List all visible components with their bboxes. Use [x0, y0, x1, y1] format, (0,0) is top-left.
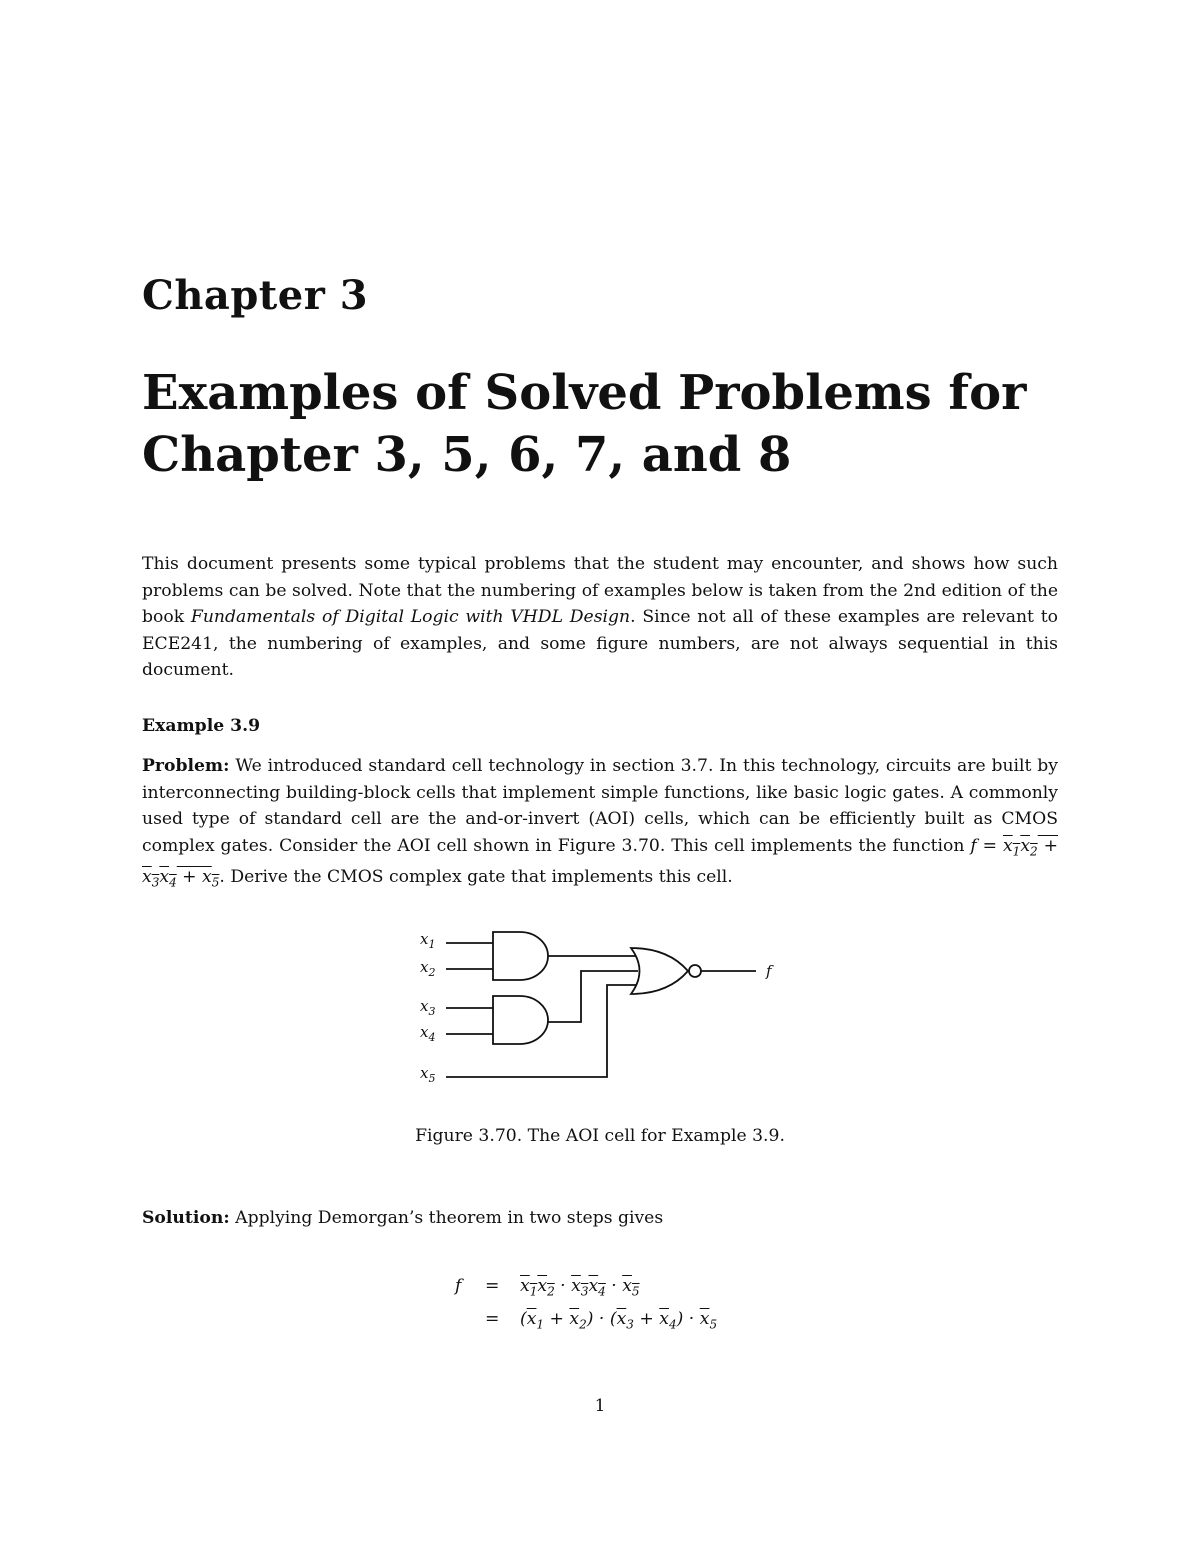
equation-equals-2: =	[485, 1309, 500, 1329]
problem-function: $f = x_1x_2 + x_3x_4 + x_5$	[142, 835, 1058, 890]
page-number: 1	[594, 1396, 606, 1416]
label-f: f	[766, 962, 772, 980]
and-gate-1	[493, 932, 548, 980]
problem-label: Problem:	[142, 756, 230, 776]
problem-text-end: . Derive the CMOS complex gate that implements this cell.	[219, 867, 733, 888]
solution-label: Solution:	[142, 1208, 230, 1228]
chapter-title	[142, 362, 1102, 486]
nor-gate	[631, 948, 688, 994]
label-x3: $x_3$	[420, 997, 436, 1018]
intro-text-2: . Since not all of these examples are relevant to ECE241, the numbering of examples, and some figure numbers, are not always sequential in this document.	[142, 607, 1059, 680]
equation-line-1: $x_1x_2 \cdot x_3x_4 \cdot x_5$	[520, 1276, 640, 1299]
problem-text: We introduced standard cell technology in section 3.7. In this technology, circuits are built by interconnecting building-block cells that implement simple functions, like basic logic gates. A commonly used type of standard cell are the and-or-invert (AOI) cells, which can be efficiently built as CMOS complex gates. Consider the AOI cell shown in Figure 3.70. This cell implements the function	[142, 756, 1058, 856]
problem-paragraph	[142, 753, 1058, 896]
wire-and2-nor	[548, 971, 638, 1022]
chapter-label: Chapter 3	[142, 272, 369, 319]
intro-text-1: This document presents some typical problems that the student may encounter, and shows how such problems can be solved. Note that the numbering of examples below is taken from the 2nd edition of the book	[142, 554, 1058, 627]
solution-text: Applying Demorgan’s theorem in two steps gives	[229, 1208, 664, 1228]
solution-paragraph	[142, 1205, 1058, 1232]
equation-equals-1: =	[485, 1276, 500, 1296]
label-x2: $x_2$	[420, 958, 436, 979]
example-heading: Example 3.9	[142, 716, 261, 736]
chapter-title-line2: Chapter 3, 5, 6, 7, and 8	[142, 427, 792, 483]
intro-paragraph	[142, 551, 1058, 684]
book-title: Fundamentals of Digital Logic with VHDL Design	[190, 607, 631, 627]
equation-line-2: $(\overline{x}_1 + \overline{x}_2) \cdot (\overline{x}_3 + \overline{x}_4) \cdot \overline{x}_5$	[520, 1309, 718, 1332]
label-x5: $x_5$	[420, 1064, 436, 1085]
wire-x5-nor	[446, 985, 636, 1077]
nor-bubble	[689, 965, 701, 977]
aoi-cell-diagram	[400, 920, 800, 1100]
and-gate-2	[493, 996, 548, 1044]
label-x1: $x_1$	[420, 930, 436, 951]
equation-lhs: f	[455, 1276, 462, 1296]
chapter-title-line1: Examples of Solved Problems for	[142, 365, 1027, 421]
label-x4: $x_4$	[420, 1023, 436, 1044]
figure-caption: Figure 3.70. The AOI cell for Example 3.9.	[415, 1126, 785, 1146]
